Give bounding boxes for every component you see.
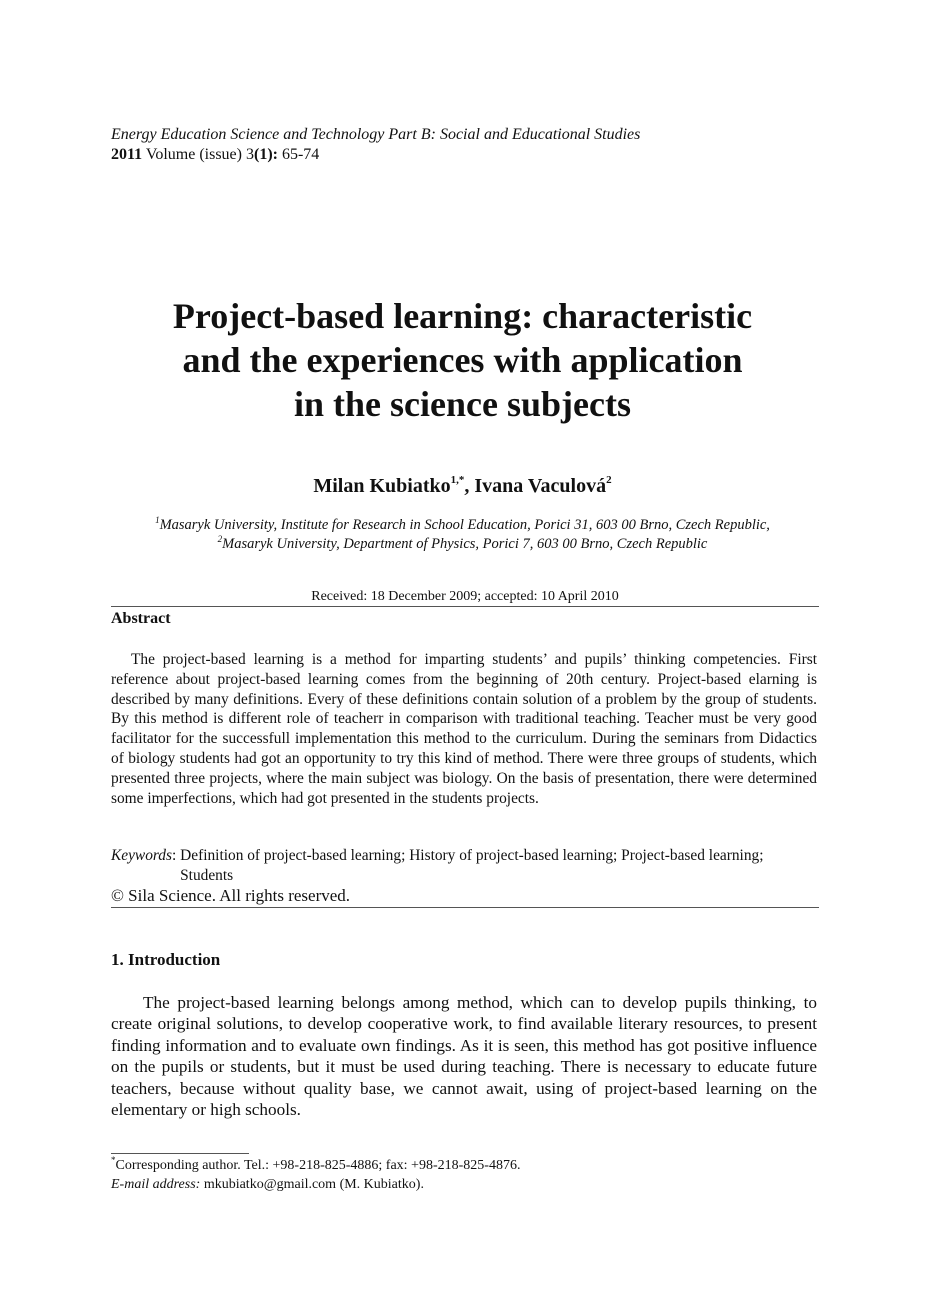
keywords-text: Definition of project-based learning; History of project-based learning; Project-based learning; Students [180,847,764,884]
title-line: in the science subjects [294,384,631,424]
journal-citation [111,145,640,165]
journal-year: 2011 [111,146,143,163]
footnote-divider [111,1153,249,1154]
affiliation-text: Masaryk University, Institute for Research in School Education, Porici 31, 603 00 Brno, Czech Republic, [159,517,770,533]
author-affiliation-mark: 1,* [450,474,465,486]
affiliation-text: Masaryk University, Department of Physics, Porici 7, 603 00 Brno, Czech Republic [222,536,708,552]
title-line: and the experiences with application [182,340,743,380]
footnote-contact-text: Corresponding author. Tel.: +98-218-825-4886; fax: +98-218-825-4876. [115,1158,521,1173]
author-name: Milan Kubiatko [313,475,451,497]
keywords-label: Keywords [111,847,172,864]
journal-pages: 65-74 [281,146,320,163]
email-address[interactable]: mkubiatko@gmail.com (M. Kubiatko). [203,1177,424,1192]
author-affiliation-mark: 2 [606,474,612,486]
copyright-notice: © Sila Science. All rights reserved. [111,886,351,905]
footnote-contact [111,1156,520,1175]
affiliation-mark: 2 [217,534,223,544]
introduction-paragraph: The project-based learning belongs among method, which can to develop pupils thinking, to create original solutions, to develop cooperative work, to find available literary resources, to present finding information and to evaluate own findings. As it is seen, this method has got positive influence on the pupils or students, but it must be used during teaching. There is necessary to educate future teachers, because without quality base, we cannot await, using of project-based learning on the elementary or high schools. [111,993,817,1120]
journal-volume: Volume (issue) 3 [145,146,254,163]
abstract-heading: Abstract [111,610,171,627]
article-title [60,294,865,426]
title-line: Project-based learning: characteristic [172,296,753,336]
author-separator: , [464,475,475,497]
email-label: E-mail address: [111,1177,201,1192]
journal-issue: (1): [253,146,278,163]
affiliation [60,516,865,535]
journal-name: Energy Education Science and Technology Part B: Social and Educational Studies [111,126,641,143]
abstract-text: The project-based learning is a method for imparting students’ and pupils’ thinking competencies. First reference about project-based learning comes from the beginning of 20th century. Project-based elarning is described by many definitions. Every of these definitions contain solution of a problem by the group of students. By this method is different role of teacherr in comparison with traditional teaching. Teacher must be very good facilitator for the successfull implementation this method to the curriculum. During the seminars from Didactics of biology students had got an opportunity to try this kind of method. There were three groups of students, which presented three projects, where the main subject was biology. On the basis of presentation, there were determined some imperfections, which had got presented in the students projects. [111,651,817,807]
divider [111,606,819,607]
affiliation [60,535,865,554]
keywords: Keywords: Definition of project-based learning; History of project-based learning; Project-based learning; Students [111,846,819,886]
footnote-email [111,1175,520,1194]
divider [111,907,819,908]
journal-header [111,125,640,165]
section-heading: 1. Introduction [111,950,221,969]
received-dates: Received: 18 December 2009; accepted: 10 April 2010 [311,589,619,604]
footnote-mark: * [111,1155,116,1165]
footnote [111,1156,520,1194]
affiliation-mark: 1 [155,515,160,525]
author-list [60,475,865,498]
author-name: Ivana Vaculová [474,475,607,497]
